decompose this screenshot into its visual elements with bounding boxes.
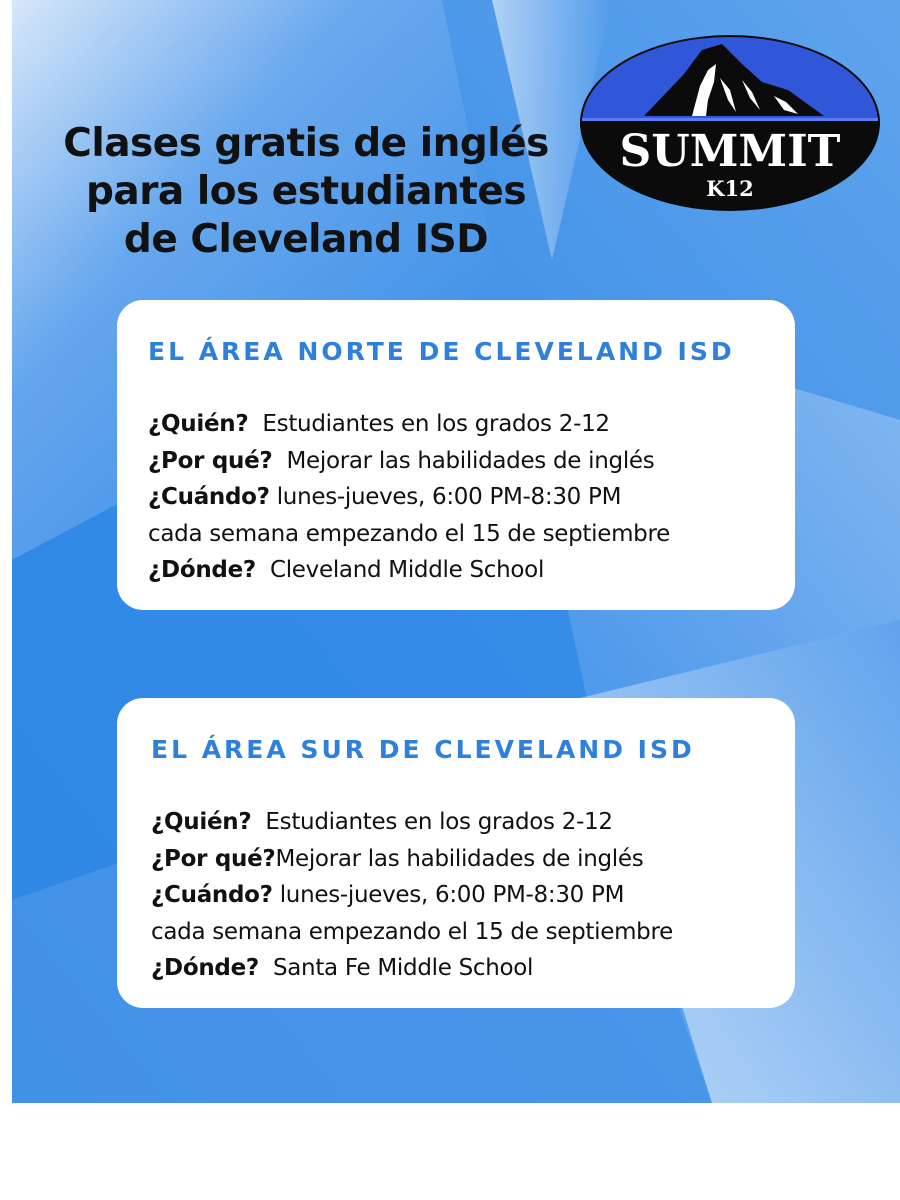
- south-where-value: Santa Fe Middle School: [272, 955, 534, 982]
- south-when-detail: cada semana empezando el 15 de septiembre: [151, 918, 673, 945]
- south-why-row: [151, 841, 795, 878]
- south-who-row: [151, 804, 795, 841]
- headline-line-2: para los estudiantes: [85, 169, 527, 214]
- south-why-label: ¿Por qué?: [151, 845, 276, 872]
- north-who-row: [148, 406, 795, 443]
- north-when-value: lunes-jueves, 6:00 PM-8:30 PM: [276, 484, 622, 511]
- logo-wordmark: SUMMIT: [619, 126, 841, 177]
- north-who-label: ¿Quién?: [148, 411, 249, 437]
- summit-k12-logo: [574, 30, 886, 216]
- north-who-value: Estudiantes en los grados 2-12: [262, 411, 610, 437]
- flyer: [12, 0, 900, 1103]
- south-when-row: [151, 877, 795, 914]
- north-where-label: ¿Dónde?: [148, 557, 256, 584]
- north-where-row: [148, 552, 795, 589]
- logo-subtitle: K12: [706, 176, 754, 201]
- south-area-card: [117, 698, 795, 1008]
- south-when-value: lunes-jueves, 6:00 PM-8:30 PM: [279, 882, 625, 909]
- north-where-value: Cleveland Middle School: [269, 557, 545, 584]
- north-details: [148, 406, 795, 589]
- north-area-card: [117, 300, 795, 610]
- north-when-label: ¿Cuándo?: [148, 484, 270, 511]
- south-why-value: Mejorar las habilidades de inglés: [275, 845, 644, 872]
- south-who-value: Estudiantes en los grados 2-12: [265, 809, 613, 835]
- north-why-label: ¿Por qué?: [148, 447, 273, 474]
- headline: [26, 120, 586, 264]
- north-why-row: [148, 443, 795, 480]
- north-when-row: [148, 479, 795, 516]
- south-card-title: EL ÁREA SUR DE CLEVELAND ISD: [151, 735, 695, 764]
- north-card-title: EL ÁREA NORTE DE CLEVELAND ISD: [148, 337, 735, 366]
- headline-line-1: Clases gratis de inglés: [63, 121, 549, 166]
- headline-line-3: de Cleveland ISD: [123, 217, 489, 262]
- north-why-value: Mejorar las habilidades de inglés: [286, 447, 655, 474]
- north-when-detail: cada semana empezando el 15 de septiembre: [148, 520, 670, 547]
- south-details: [151, 804, 795, 987]
- south-where-label: ¿Dónde?: [151, 955, 259, 982]
- south-where-row: [151, 950, 795, 987]
- south-who-label: ¿Quién?: [151, 809, 252, 835]
- south-when-label: ¿Cuándo?: [151, 882, 273, 909]
